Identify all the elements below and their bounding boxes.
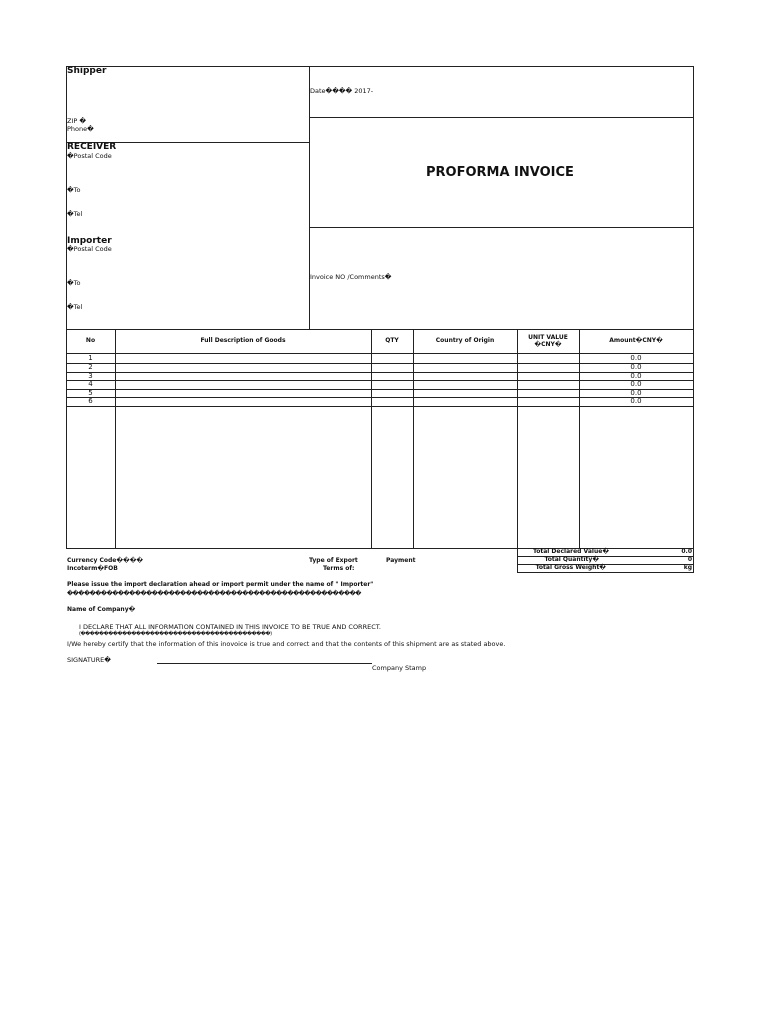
row-3-no: 3: [88, 372, 93, 380]
row-6-amount: 0.0: [630, 397, 642, 405]
importer-tel-label: �Tel: [67, 303, 83, 311]
import-note-cn: ����������������������������������������������������: [67, 590, 361, 597]
col-unit-value-currency: �CNY�: [534, 341, 562, 348]
payment-label: Payment: [386, 557, 416, 564]
phone-label: Phone�: [67, 125, 94, 133]
invoice-no-label: Invoice NO /Comments�: [310, 273, 392, 281]
total-gross-weight-label: Total Gross Weight�: [535, 564, 606, 571]
total-declared-label: Total Declared Value�: [532, 548, 609, 555]
importer-to-label: �To: [67, 279, 81, 287]
declaration-text-cn: (�����������������������������������������): [79, 631, 272, 637]
col-amount-header: Amount�CNY�: [609, 337, 663, 344]
import-note: Please issue the import declaration ahead or import permit under the name of " Importer": [67, 581, 374, 588]
receiver-label: RECEIVER: [67, 142, 117, 152]
terms-of-label: Terms of:: [323, 565, 355, 572]
row-2-amount: 0.0: [630, 363, 642, 371]
receiver-to-label: �To: [67, 186, 81, 194]
company-name-label: Name of Company�: [67, 606, 136, 613]
col-description-header: Full Description of Goods: [200, 337, 286, 344]
currency-code-label: Currency Code����: [67, 557, 144, 564]
signature-line: [157, 663, 372, 664]
row-4-amount: 0.0: [630, 380, 642, 388]
certify-text: I/We hereby certify that the information of this inovoice is true and correct and that the contents of this shipment are as stated above.: [67, 640, 506, 648]
col-qty-header: QTY: [385, 337, 399, 344]
importer-label: Importer: [67, 236, 112, 246]
row-2-no: 2: [88, 363, 93, 371]
company-stamp-label: Company Stamp: [372, 664, 427, 672]
total-gross-weight-value: kg: [683, 564, 692, 571]
receiver-postal-label: �Postal Code: [67, 152, 112, 160]
total-quantity-label: Total Quantity�: [544, 556, 599, 563]
declaration-text: I DECLARE THAT ALL INFORMATION CONTAINED IN THIS INVOICE TO BE TRUE AND CORRECT.: [79, 623, 382, 631]
row-3-amount: 0.0: [630, 372, 642, 380]
zip-label: ZIP �: [67, 117, 87, 125]
shipper-label: Shipper: [67, 66, 107, 76]
incoterm-label: Incoterm�FOB: [67, 565, 118, 572]
row-5-amount: 0.0: [630, 389, 642, 397]
date-label: Date���� 2017-: [310, 87, 374, 95]
type-of-export-label: Type of Export: [309, 557, 358, 564]
total-declared-value: 0.0: [681, 548, 692, 555]
col-unit-value-header: UNIT VALUE: [528, 334, 568, 341]
page-title: PROFORMA INVOICE: [426, 165, 574, 180]
row-1-no: 1: [88, 354, 93, 362]
importer-postal-label: �Postal Code: [67, 245, 112, 253]
receiver-tel-label: �Tel: [67, 210, 83, 218]
signature-label: SIGNATURE�: [67, 656, 111, 664]
total-quantity-value: 0: [687, 556, 692, 563]
row-5-no: 5: [88, 389, 93, 397]
row-1-amount: 0.0: [630, 354, 642, 362]
row-6-no: 6: [88, 397, 93, 405]
col-origin-header: Country of Origin: [435, 337, 495, 344]
col-no-header: No: [85, 337, 96, 344]
row-4-no: 4: [88, 380, 93, 388]
